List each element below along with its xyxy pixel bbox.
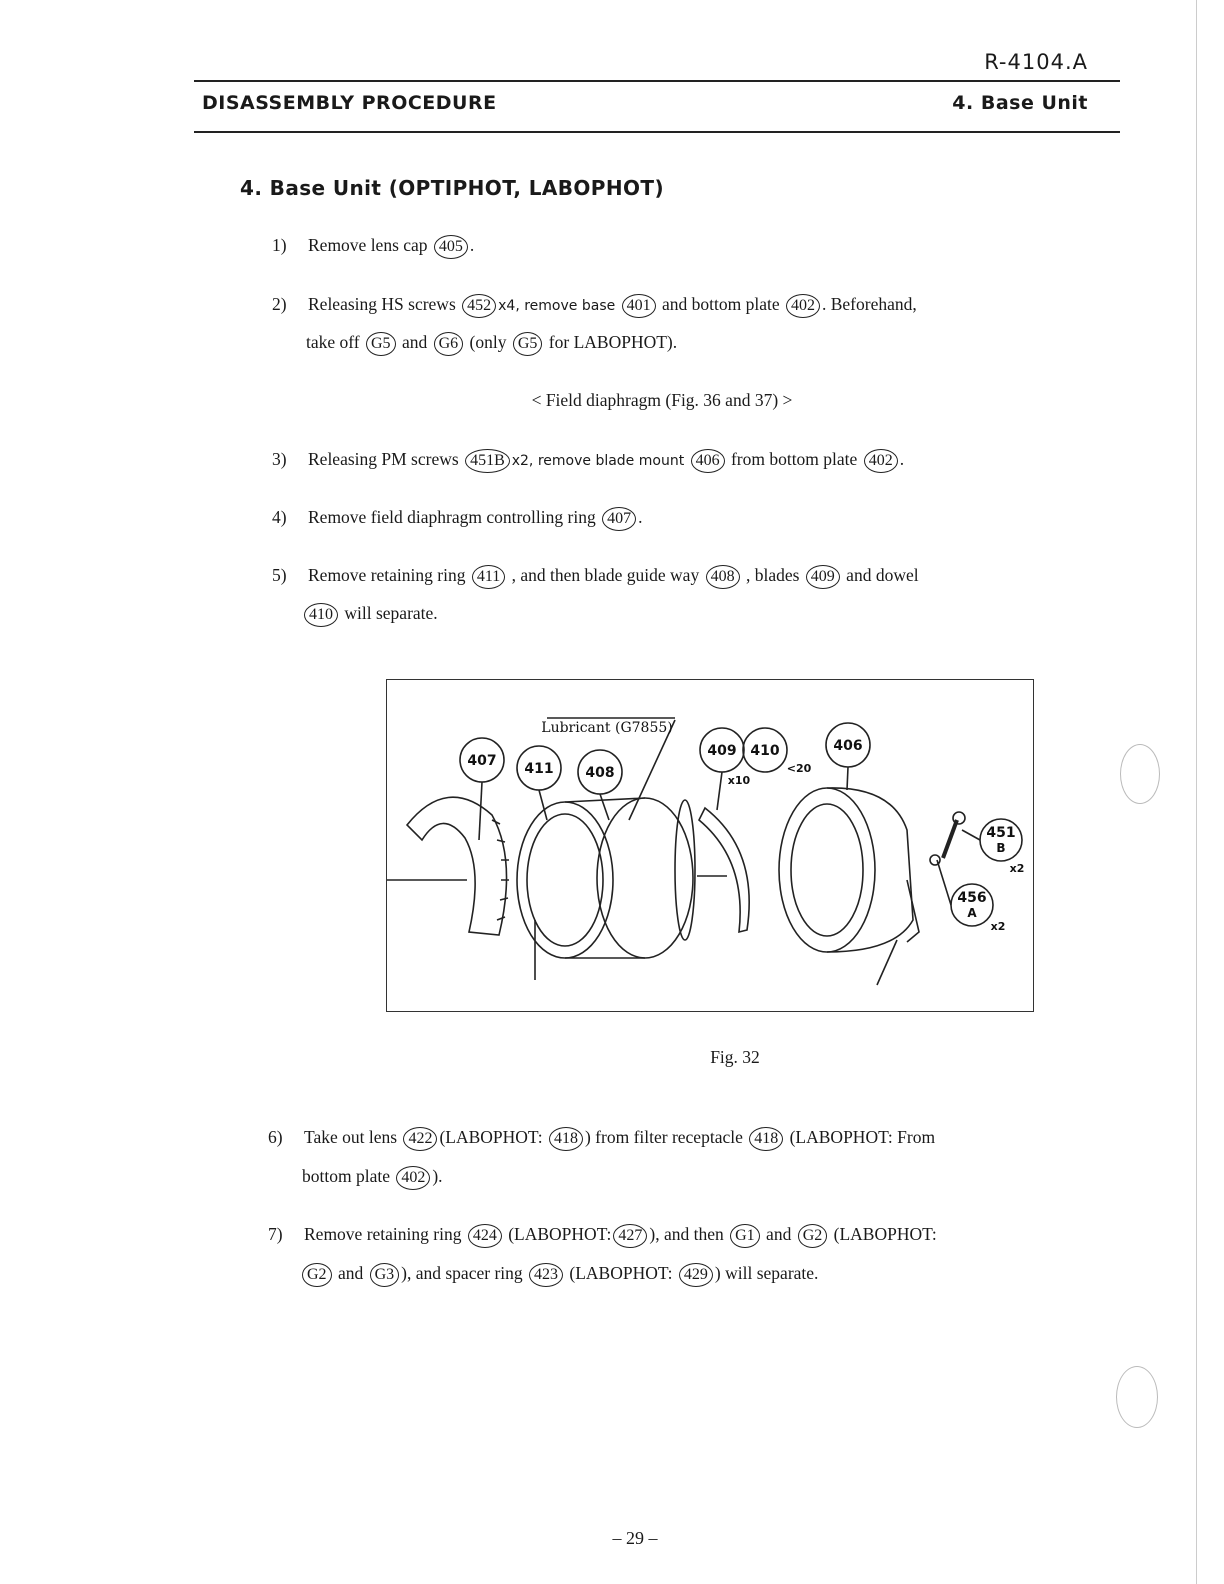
step-text: Remove retaining ring bbox=[304, 1224, 462, 1244]
part-callout: G5 bbox=[513, 332, 543, 356]
part-callout: G2 bbox=[798, 1224, 828, 1248]
header-rule-bottom bbox=[194, 131, 1120, 133]
step-7 bbox=[268, 1215, 937, 1253]
step-text: ) will separate. bbox=[714, 1263, 819, 1283]
step-text: (LABOPHOT: bbox=[833, 1224, 937, 1244]
step-text: ). bbox=[432, 1166, 443, 1186]
step-text: (LABOPHOT: bbox=[439, 1127, 543, 1147]
part-callout: 402 bbox=[396, 1166, 430, 1190]
part-callout: 418 bbox=[549, 1127, 583, 1151]
part-callout: 405 bbox=[434, 235, 468, 259]
step-4 bbox=[272, 498, 642, 536]
part-callout: 409 bbox=[806, 565, 840, 589]
callout-label: 406 bbox=[833, 738, 863, 754]
part-callout: 410 bbox=[304, 603, 338, 627]
quantity-label: x10 bbox=[727, 774, 751, 787]
callout-label: B bbox=[996, 841, 1006, 855]
field-diaphragm-heading: < Field diaphragm (Fig. 36 and 37) > bbox=[531, 390, 793, 410]
step-5-line-2 bbox=[302, 594, 438, 632]
callout-label: 456 bbox=[957, 890, 987, 906]
part-callout: G1 bbox=[730, 1224, 760, 1248]
page-edge bbox=[1196, 0, 1197, 1584]
step-text: , and then blade guide way bbox=[511, 565, 700, 585]
step-text: , blades bbox=[745, 565, 800, 585]
step-text: Remove field diaphragm controlling ring bbox=[308, 507, 596, 527]
step-text: Releasing PM screws bbox=[308, 449, 459, 469]
exploded-view-drawing bbox=[387, 680, 1033, 1011]
quantity-label: x2 bbox=[1009, 862, 1025, 875]
part-callout: 411 bbox=[472, 565, 505, 589]
step-text: will separate. bbox=[344, 603, 438, 623]
step-text: ) from filter receptacle bbox=[584, 1127, 743, 1147]
part-callout: 402 bbox=[864, 449, 898, 473]
step-text: for LABOPHOT). bbox=[548, 332, 678, 352]
step-number: 2) bbox=[272, 294, 287, 314]
part-callout: 422 bbox=[403, 1127, 437, 1151]
callout-label: 411 bbox=[524, 761, 554, 777]
step-3 bbox=[272, 440, 904, 480]
lubricant-label: Lubricant (G7855) bbox=[541, 720, 673, 736]
step-text: (LABOPHOT: bbox=[569, 1263, 673, 1283]
step-number: 7) bbox=[268, 1224, 283, 1244]
step-text: and dowel bbox=[846, 565, 919, 585]
step-text: (LABOPHOT: bbox=[508, 1224, 612, 1244]
part-callout: 401 bbox=[622, 294, 656, 318]
step-2-line-2 bbox=[306, 323, 677, 361]
binder-hole bbox=[1120, 744, 1160, 804]
part-callout: 427 bbox=[613, 1224, 647, 1248]
callout-label: 407 bbox=[467, 753, 497, 769]
part-callout: 452 bbox=[462, 294, 496, 318]
step-number: 5) bbox=[272, 565, 287, 585]
part-callout: 418 bbox=[749, 1127, 783, 1151]
step-text: Releasing HS screws bbox=[308, 294, 456, 314]
step-number: 1) bbox=[272, 235, 287, 255]
step-6 bbox=[268, 1118, 935, 1156]
callout-label: 409 bbox=[707, 743, 737, 759]
step-text: Take out lens bbox=[304, 1127, 398, 1147]
step-2 bbox=[272, 285, 917, 325]
part-callout: G3 bbox=[370, 1263, 400, 1287]
step-text: . bbox=[638, 507, 643, 527]
quantity-label: <20 bbox=[786, 762, 812, 775]
step-text: and bbox=[337, 1263, 364, 1283]
step-text: . bbox=[469, 235, 475, 255]
step-text: x4, remove base bbox=[498, 298, 616, 314]
callout-label: A bbox=[967, 906, 977, 920]
document-code: R-4104.A bbox=[984, 50, 1088, 74]
step-number: 3) bbox=[272, 449, 287, 469]
step-text: bottom plate bbox=[302, 1166, 390, 1186]
part-callout: G2 bbox=[302, 1263, 332, 1287]
step-text: ), and spacer ring bbox=[401, 1263, 523, 1283]
step-text: take off bbox=[306, 332, 360, 352]
callout-label: 408 bbox=[585, 765, 615, 781]
figure-32-frame bbox=[386, 679, 1034, 1012]
part-callout: G6 bbox=[434, 332, 464, 356]
step-text: and bottom plate bbox=[661, 294, 780, 314]
section-title: DISASSEMBLY PROCEDURE bbox=[202, 92, 497, 114]
step-text: ), and then bbox=[649, 1224, 724, 1244]
part-callout: 451B bbox=[465, 449, 510, 473]
callout-label: 451 bbox=[986, 825, 1016, 841]
part-callout: 407 bbox=[602, 507, 636, 531]
quantity-label: x2 bbox=[990, 920, 1006, 933]
part-callout: 406 bbox=[691, 449, 725, 473]
callout-label: 410 bbox=[750, 743, 780, 759]
step-text: from bottom plate bbox=[730, 449, 858, 469]
step-text: x2, remove blade mount bbox=[511, 453, 685, 469]
step-number: 6) bbox=[268, 1127, 283, 1147]
step-text: (LABOPHOT: From bbox=[789, 1127, 936, 1147]
part-callout: 408 bbox=[706, 565, 740, 589]
step-text: (only bbox=[469, 332, 507, 352]
part-callout: 429 bbox=[679, 1263, 713, 1287]
header-rule-top bbox=[194, 80, 1120, 82]
step-text: and bbox=[401, 332, 428, 352]
figure-caption: Fig. 32 bbox=[710, 1047, 760, 1067]
part-callout: G5 bbox=[366, 332, 396, 356]
step-1 bbox=[272, 226, 474, 264]
step-text: . Beforehand, bbox=[821, 294, 917, 314]
step-text: . bbox=[899, 449, 905, 469]
unit-title: 4. Base Unit bbox=[952, 92, 1088, 114]
part-callout: 402 bbox=[786, 294, 820, 318]
step-text: Remove lens cap bbox=[308, 235, 428, 255]
step-5 bbox=[272, 556, 919, 594]
part-callout: 423 bbox=[529, 1263, 563, 1287]
binder-hole bbox=[1116, 1366, 1158, 1428]
part-callout: 424 bbox=[468, 1224, 502, 1248]
step-6-line-2 bbox=[302, 1157, 443, 1195]
step-7-line-2 bbox=[300, 1254, 818, 1292]
step-text: Remove retaining ring bbox=[308, 565, 466, 585]
page-title: 4. Base Unit (OPTIPHOT, LABOPHOT) bbox=[240, 176, 664, 200]
step-text: and bbox=[766, 1224, 792, 1244]
step-number: 4) bbox=[272, 507, 287, 527]
page-number: – 29 – bbox=[612, 1528, 658, 1548]
